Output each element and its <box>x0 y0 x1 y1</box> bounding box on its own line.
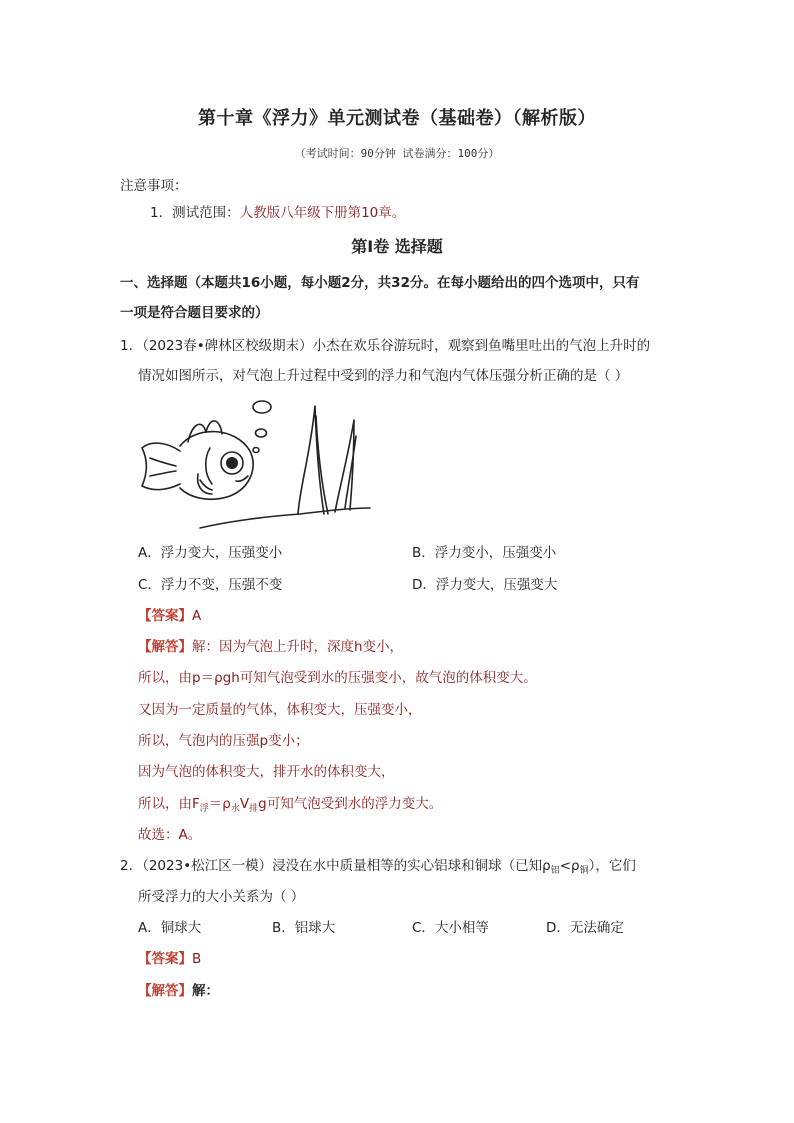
q2-analysis-start: 解： <box>192 983 219 999</box>
q2-option-c: C．大小相等 <box>412 920 489 936</box>
q2-stem-part: 2．（2023•松江区一模）浸没在水中质量相等的实心铝球和铜球（已知ρ <box>120 858 551 874</box>
q2-stem-line2: 所受浮力的大小关系为（ ） <box>138 889 305 905</box>
formula-subscript: 浮 <box>199 804 209 814</box>
q2-analysis-tag: 【解答】 <box>138 983 192 999</box>
q1-answer-value: A <box>192 608 202 624</box>
q2-analysis <box>138 981 219 1001</box>
q2-stem-line1 <box>120 856 636 881</box>
q1-analysis-line1 <box>138 637 403 657</box>
bubble-small-icon <box>253 448 259 453</box>
exam-info: （考试时间：90分钟 试卷满分：100分） <box>294 147 500 160</box>
q2-option-d: D．无法确定 <box>546 920 624 936</box>
q1-stem-line1: 1．（2023春•碑林区校级期末）小杰在欢乐谷游玩时，观察到鱼嘴里吐出的气泡上升时的 <box>120 338 651 354</box>
q1-analysis-line2: 所以，由p＝ρgh可知气泡受到水的压强变小，故气泡的体积变大。 <box>138 670 537 686</box>
q2-stem-part: ），它们 <box>588 858 636 874</box>
q1-option-b: B．浮力变小，压强变小 <box>412 545 557 561</box>
ground-line <box>200 508 370 528</box>
q1-analysis-line5: 因为气泡的体积变大，排开水的体积变大， <box>138 764 395 780</box>
q1-answer-tag: 【答案】 <box>138 608 192 624</box>
q1-stem-line2: 情况如图所示，对气泡上升过程中受到的浮力和气泡内气体压强分析正确的是（ ） <box>138 368 629 384</box>
formula-part: g可知气泡受到水的浮力变大。 <box>258 796 443 812</box>
page-title: 第十章《浮力》单元测试卷（基础卷）（解析版） <box>198 108 596 129</box>
q1-conclusion: 故选：A。 <box>138 827 202 843</box>
q1-option-a: A．浮力变大，压强变小 <box>138 545 283 561</box>
formula-part: V <box>239 796 250 812</box>
q2-stem-part: <ρ <box>559 858 580 874</box>
q1-option-c: C．浮力不变，压强不变 <box>138 577 283 593</box>
q2-answer <box>138 949 201 969</box>
section-title: 第Ⅰ卷 选择题 <box>351 237 443 256</box>
q2-option-a: A．铜球大 <box>138 920 202 936</box>
notice-item-1-value: 人教版八年级下册第10章。 <box>239 205 406 221</box>
q2-answer-value: B <box>192 951 202 967</box>
q1-answer <box>138 606 201 626</box>
q1-analysis-tag: 【解答】 <box>138 639 192 655</box>
q1-analysis-formula <box>138 794 442 819</box>
notice-item-1 <box>150 203 405 223</box>
q1-analysis-text-1: 解：因为气泡上升时，深度h变小， <box>192 639 404 655</box>
notice-heading: 注意事项： <box>120 178 188 194</box>
bubble-large-icon <box>253 401 271 413</box>
q2-answer-tag: 【答案】 <box>138 951 192 967</box>
formula-part: 所以，由F <box>138 796 200 812</box>
q2-option-b: B．铝球大 <box>272 920 336 936</box>
q1-analysis-line4: 所以，气泡内的压强p变小； <box>138 733 309 749</box>
fish-bubble-figure <box>140 396 380 534</box>
formula-subscript: 排 <box>249 804 259 814</box>
bubble-medium-icon <box>256 429 267 437</box>
q1-analysis-line3: 又因为一定质量的气体，体积变大，压强变小， <box>138 702 422 718</box>
part1-instructions-line2: 一项是符合题目要求的） <box>120 305 269 321</box>
notice-item-1-prefix: 1．测试范围： <box>150 205 240 221</box>
part1-instructions-line1: 一、选择题（本题共16小题，每小题2分，共32分。在每小题给出的四个选项中，只有 <box>120 275 640 291</box>
formula-subscript: 水 <box>230 804 240 814</box>
q2-subscript: 铝 <box>550 866 560 876</box>
formula-part: ＝ρ <box>208 796 231 812</box>
q1-option-d: D．浮力变大，压强变大 <box>412 577 558 593</box>
q2-subscript: 铜 <box>579 866 589 876</box>
